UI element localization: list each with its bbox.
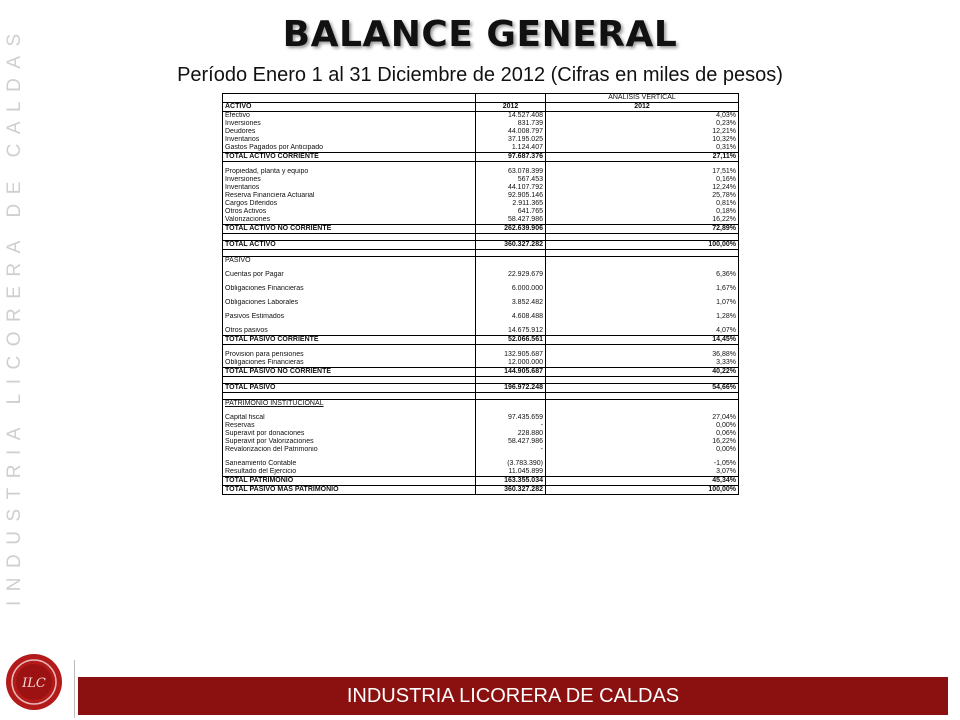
footer-bar: INDUSTRIA LICORERA DE CALDAS <box>78 677 948 715</box>
table-row <box>223 446 739 454</box>
row-value: 163.355.034 <box>476 477 546 486</box>
header-cell <box>223 94 476 103</box>
row-label: Pasivos Estimados <box>223 313 476 321</box>
table-total-row <box>223 225 739 234</box>
row-value: 58.427.986 <box>476 216 546 225</box>
row-percent: 45,34% <box>546 477 739 486</box>
row-value: 132.905.687 <box>476 351 546 359</box>
row-label: Inventarios <box>223 184 476 192</box>
table-row <box>223 112 739 121</box>
table-spacer-row <box>223 393 739 400</box>
table-header-row <box>223 94 739 103</box>
table-row <box>223 144 739 153</box>
row-value: 97.435.659 <box>476 414 546 422</box>
table-row <box>223 438 739 446</box>
row-percent <box>546 400 739 409</box>
table-spacer-row <box>223 234 739 241</box>
row-label: Reserva Financiera Actuarial <box>223 192 476 200</box>
balance-table <box>222 93 739 495</box>
row-label: Gastos Pagados por Anticipado <box>223 144 476 153</box>
row-value: 262.639.906 <box>476 225 546 234</box>
header-cell-activo: ACTIVO <box>223 103 476 112</box>
row-percent: 0,81% <box>546 200 739 208</box>
row-label: TOTAL PASIVO <box>223 384 476 393</box>
row-percent <box>546 234 739 241</box>
row-value: 6.000.000 <box>476 285 546 293</box>
row-label <box>223 234 476 241</box>
table-row <box>223 400 739 409</box>
row-percent: 12,24% <box>546 184 739 192</box>
table-row <box>223 468 739 477</box>
row-label: Otros pasivos <box>223 327 476 336</box>
row-value: 44.008.797 <box>476 128 546 136</box>
row-percent: -1,05% <box>546 460 739 468</box>
row-value <box>476 393 546 400</box>
row-label: Inversiones <box>223 176 476 184</box>
row-value: 52.066.561 <box>476 336 546 345</box>
table-total-row <box>223 486 739 495</box>
row-label: TOTAL PATRIMONIO <box>223 477 476 486</box>
table-row <box>223 216 739 225</box>
row-value: 228.880 <box>476 430 546 438</box>
row-label: Inventarios <box>223 136 476 144</box>
row-value: 641.765 <box>476 208 546 216</box>
row-value: 360.327.282 <box>476 486 546 495</box>
table-row <box>223 208 739 216</box>
header-cell-year: 2012 <box>546 103 739 112</box>
row-percent: 3,07% <box>546 468 739 477</box>
row-value: 14.527.408 <box>476 112 546 121</box>
row-percent: 40,22% <box>546 368 739 377</box>
row-label: Provision para pensiones <box>223 351 476 359</box>
row-value: 567.453 <box>476 176 546 184</box>
table-row <box>223 430 739 438</box>
row-percent: 1,07% <box>546 299 739 307</box>
row-value: 12.000.000 <box>476 359 546 368</box>
table-row <box>223 327 739 336</box>
row-value: 58.427.986 <box>476 438 546 446</box>
row-label: Deudores <box>223 128 476 136</box>
table-header-row <box>223 103 739 112</box>
table-row <box>223 128 739 136</box>
table-row <box>223 257 739 266</box>
row-percent: 3,33% <box>546 359 739 368</box>
ilc-seal-logo <box>4 652 64 712</box>
row-label: Reservas <box>223 422 476 430</box>
row-percent <box>546 250 739 257</box>
row-value: 4.608.488 <box>476 313 546 321</box>
row-label: Cuentas por Pagar <box>223 271 476 279</box>
row-percent <box>546 257 739 266</box>
row-label: TOTAL ACTIVO CORRIENTE <box>223 153 476 162</box>
row-percent: 16,22% <box>546 438 739 446</box>
row-value: 11.045.899 <box>476 468 546 477</box>
row-percent <box>546 393 739 400</box>
header-cell-year: 2012 <box>476 103 546 112</box>
row-percent: 12,21% <box>546 128 739 136</box>
header-cell <box>476 94 546 103</box>
row-label: Saneamiento Contable <box>223 460 476 468</box>
row-percent: 0,06% <box>546 430 739 438</box>
row-label: TOTAL ACTIVO <box>223 241 476 250</box>
row-value <box>476 257 546 266</box>
row-percent: 100,00% <box>546 241 739 250</box>
row-label <box>223 250 476 257</box>
row-percent: 17,51% <box>546 168 739 176</box>
row-label: Obligaciones Laborales <box>223 299 476 307</box>
row-label: Superavit por donaciones <box>223 430 476 438</box>
row-value: 97.687.376 <box>476 153 546 162</box>
row-value: 144.905.687 <box>476 368 546 377</box>
row-value: 196.972.248 <box>476 384 546 393</box>
row-value: (3.783.390) <box>476 460 546 468</box>
row-value: 14.675.912 <box>476 327 546 336</box>
row-label: PATRIMONIO INSTITUCIONAL <box>223 400 476 409</box>
row-value <box>476 377 546 384</box>
row-percent: 0,18% <box>546 208 739 216</box>
row-percent <box>546 377 739 384</box>
table-total-row <box>223 368 739 377</box>
seal-monogram: ILC <box>22 676 46 691</box>
row-value: 22.929.679 <box>476 271 546 279</box>
row-label: Obligaciones Financieras <box>223 285 476 293</box>
table-row <box>223 184 739 192</box>
row-percent: 0,16% <box>546 176 739 184</box>
row-value: 37.195.025 <box>476 136 546 144</box>
table-row <box>223 414 739 422</box>
row-label <box>223 377 476 384</box>
row-percent: 54,66% <box>546 384 739 393</box>
vertical-brand-text: INDUSTRIA LICORERA DE CALDAS <box>4 24 25 606</box>
table-row <box>223 136 739 144</box>
row-value: 63.078.399 <box>476 168 546 176</box>
row-label: TOTAL PASIVO CORRIENTE <box>223 336 476 345</box>
row-label: Valorizaciones <box>223 216 476 225</box>
table-total-row <box>223 477 739 486</box>
table-row <box>223 176 739 184</box>
table-total-row <box>223 384 739 393</box>
row-value: - <box>476 446 546 454</box>
row-value: 2.911.365 <box>476 200 546 208</box>
row-value: 3.852.482 <box>476 299 546 307</box>
table-row <box>223 313 739 321</box>
table-row <box>223 359 739 368</box>
row-percent: 36,88% <box>546 351 739 359</box>
row-label: Obligaciones Financieras <box>223 359 476 368</box>
row-percent: 72,89% <box>546 225 739 234</box>
table-total-row <box>223 241 739 250</box>
table-row <box>223 460 739 468</box>
row-value <box>476 400 546 409</box>
row-percent: 0,00% <box>546 422 739 430</box>
row-value: 1.124.407 <box>476 144 546 153</box>
row-label: Otros Activos <box>223 208 476 216</box>
row-value: 44.107.792 <box>476 184 546 192</box>
row-value <box>476 234 546 241</box>
row-percent: 1,28% <box>546 313 739 321</box>
row-label: Cargos Diferidos <box>223 200 476 208</box>
row-percent: 10,32% <box>546 136 739 144</box>
row-label: Resultado del Ejercicio <box>223 468 476 477</box>
header-cell-analysis: ANÁLISIS VERTICAL <box>546 94 739 103</box>
row-percent: 27,04% <box>546 414 739 422</box>
row-percent: 4,03% <box>546 112 739 121</box>
row-label: TOTAL PASIVO NO CORRIENTE <box>223 368 476 377</box>
row-label: Superavit por Valorizaciones <box>223 438 476 446</box>
table-total-row <box>223 153 739 162</box>
row-label: TOTAL ACTIVO NO CORRIENTE <box>223 225 476 234</box>
row-label: Capital fiscal <box>223 414 476 422</box>
table-row <box>223 351 739 359</box>
row-label: TOTAL PASIVO MAS PATRIMONIO <box>223 486 476 495</box>
row-value: 831.739 <box>476 120 546 128</box>
row-percent: 100,00% <box>546 486 739 495</box>
table-row <box>223 168 739 176</box>
row-value: 360.327.282 <box>476 241 546 250</box>
row-percent: 16,22% <box>546 216 739 225</box>
row-percent: 4,07% <box>546 327 739 336</box>
table-row <box>223 200 739 208</box>
row-percent: 27,11% <box>546 153 739 162</box>
row-percent: 0,31% <box>546 144 739 153</box>
table-row <box>223 422 739 430</box>
row-value <box>476 250 546 257</box>
row-percent: 0,00% <box>546 446 739 454</box>
row-label: PASIVO <box>223 257 476 266</box>
table-total-row <box>223 336 739 345</box>
footer-divider <box>74 660 75 718</box>
row-label: Revalorizacion del Patrimonio <box>223 446 476 454</box>
row-label: Inversiones <box>223 120 476 128</box>
row-value: 92.905.146 <box>476 192 546 200</box>
row-value: - <box>476 422 546 430</box>
row-percent: 6,36% <box>546 271 739 279</box>
table-spacer-row <box>223 377 739 384</box>
table-row <box>223 285 739 293</box>
table-row <box>223 299 739 307</box>
row-label <box>223 393 476 400</box>
table-row <box>223 192 739 200</box>
page-title: BALANCE GENERAL <box>282 14 678 55</box>
table-row <box>223 120 739 128</box>
table-row <box>223 271 739 279</box>
row-percent: 25,78% <box>546 192 739 200</box>
row-label: Efectivo <box>223 112 476 121</box>
row-percent: 0,23% <box>546 120 739 128</box>
row-percent: 14,45% <box>546 336 739 345</box>
row-label: Propiedad, planta y equipo <box>223 168 476 176</box>
table-spacer-row <box>223 250 739 257</box>
row-percent: 1,67% <box>546 285 739 293</box>
page-subtitle: Período Enero 1 al 31 Diciembre de 2012 (Cifras en miles de pesos) <box>177 64 783 86</box>
